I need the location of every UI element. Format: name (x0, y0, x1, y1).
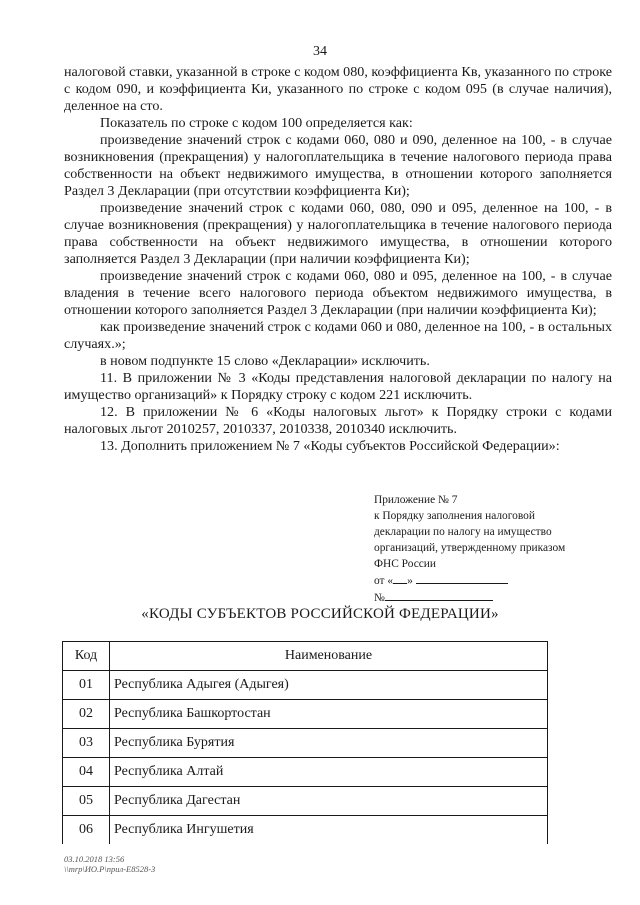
paragraph: произведение значений строк с кодами 060, 080, 090 и 095, деленное на 100, - в случае возникновения (прекращения) у налогоплательщика в течение налогового периода права собственности на объект недвижимого имущества, в отношении которого заполняется Раздел 3 Декларации (при наличии коэффициента Ки); (64, 200, 612, 267)
region-name: Республика Бурятия (110, 729, 548, 758)
table-row (63, 787, 548, 816)
paragraph: 13. Дополнить приложением № 7 «Коды субъектов Российской Федерации»: (100, 438, 560, 454)
region-name: Республика Ингушетия (110, 816, 548, 845)
column-header-code: Код (63, 642, 110, 671)
region-code: 05 (63, 787, 110, 816)
region-code: 06 (63, 816, 110, 845)
paragraph: произведение значений строк с кодами 060, 080 и 090, деленное на 100, - в случае возникновения (прекращения) у налогоплательщика в течение налогового периода права собственности на объект недвижимого имущества, в отношении которого заполняется Раздел 3 Декларации (при отсутствии коэффициента Ки); (64, 132, 612, 199)
body-text (64, 64, 612, 455)
appendix-number-line (374, 589, 574, 606)
appendix-line: декларации по налогу на имущество (374, 526, 552, 538)
table-row (63, 758, 548, 787)
region-name: Республика Адыгея (Адыгея) (110, 671, 548, 700)
paragraph: Показатель по строке с кодом 100 определяется как: (100, 115, 413, 131)
region-code: 02 (63, 700, 110, 729)
number-blank (385, 589, 493, 601)
appendix-line: организаций, утвержденному приказом (374, 542, 566, 554)
document-title: «КОДЫ СУБЪЕКТОВ РОССИЙСКОЙ ФЕДЕРАЦИИ» (141, 606, 499, 622)
appendix-date-line (374, 572, 574, 589)
column-header-name: Наименование (110, 642, 548, 671)
footer-file-path: \\mrp\ИО.Р\прил-Е8528-3 (64, 864, 156, 874)
paragraph: в новом подпункте 15 слово «Декларации» исключить. (100, 353, 430, 369)
table-row (63, 671, 548, 700)
month-year-blank (416, 572, 508, 584)
paragraph: налоговой ставки, указанной в строке с кодом 080, коэффициента Кв, указанного по строке с кодом 090, и коэффициента Ки, указанного по строке с кодом 095 (в случае наличия), деленное на сто. (64, 64, 612, 114)
region-code: 04 (63, 758, 110, 787)
number-prefix: № (374, 592, 385, 604)
table-header-row (63, 642, 548, 671)
appendix-line: к Порядку заполнения налоговой (374, 510, 535, 522)
day-blank (393, 572, 407, 584)
paragraph: 12. В приложении № 6 «Коды налоговых льгот» к Порядку строки с кодами налоговых льгот 2010257, 2010337, 2010338, 2010340 исключить. (64, 404, 612, 437)
region-code: 01 (63, 671, 110, 700)
paragraph: как произведение значений строк с кодами 060 и 080, деленное на 100, - в остальных случаях.»; (64, 319, 612, 352)
appendix-approval-block (374, 492, 574, 606)
table-row (63, 729, 548, 758)
paragraph: произведение значений строк с кодами 060, 080 и 095, деленное на 100, - в случае владения в течение всего налогового периода объектом недвижимого имущества, в отношении которого заполняется Раздел 3 Декларации (при наличии коэффициента Ки); (64, 268, 612, 318)
footer-timestamp: 03.10.2018 13:56 (64, 854, 125, 864)
region-name: Республика Башкортостан (110, 700, 548, 729)
regions-table (62, 641, 548, 844)
date-prefix: от « (374, 575, 394, 587)
appendix-line: Приложение № 7 (374, 494, 458, 506)
table-row (63, 700, 548, 729)
page-number: 34 (313, 44, 327, 59)
file-footer (64, 854, 155, 874)
appendix-line: ФНС России (374, 558, 437, 570)
date-mid: » (407, 575, 413, 587)
paragraph: 11. В приложении № 3 «Коды представления налоговой декларации по налогу на имущество организаций» к Порядку строку с кодом 221 исключить. (64, 370, 612, 403)
table-row (63, 816, 548, 845)
region-code: 03 (63, 729, 110, 758)
region-name: Республика Алтай (110, 758, 548, 787)
region-name: Республика Дагестан (110, 787, 548, 816)
